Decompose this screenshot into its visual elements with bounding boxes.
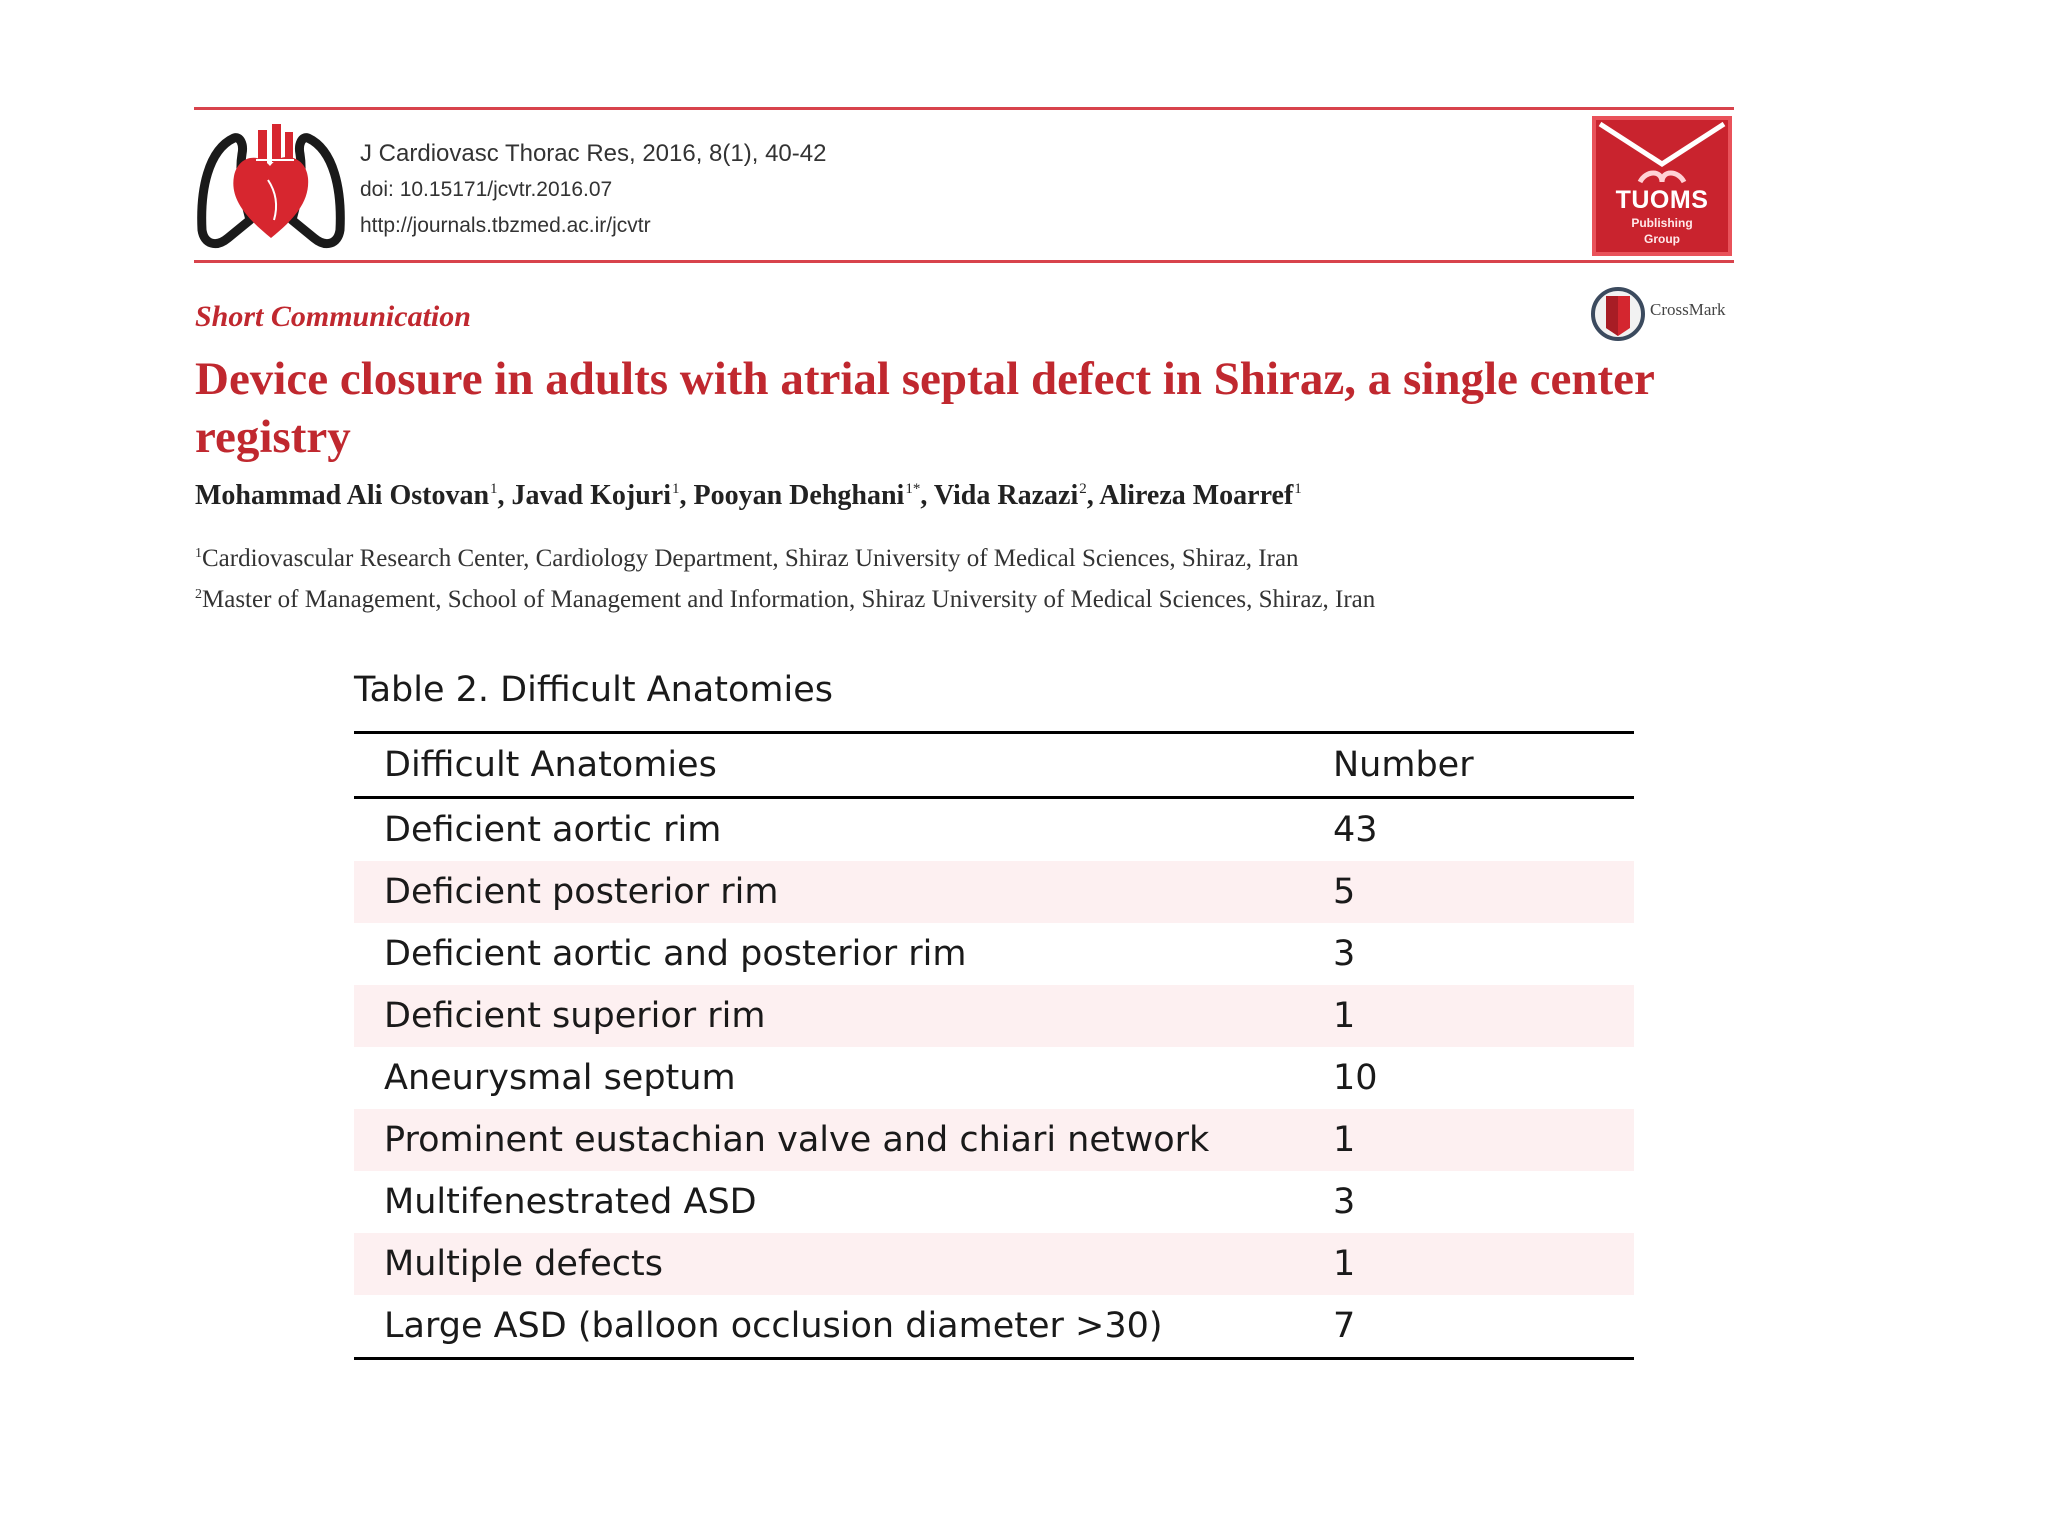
publisher-line2: Group bbox=[1644, 232, 1680, 246]
publisher-logo bbox=[1592, 116, 1732, 256]
journal-header bbox=[194, 107, 1734, 263]
table-cell-anatomy: Aneurysmal septum bbox=[384, 1058, 736, 1098]
journal-doi[interactable]: doi: 10.15171/jcvtr.2016.07 bbox=[360, 178, 613, 201]
author-affiliation-mark: 2 bbox=[1079, 481, 1087, 497]
affiliation bbox=[195, 577, 1375, 618]
table-cell-number: 3 bbox=[1333, 934, 1356, 974]
crossmark-label: CrossMark bbox=[1650, 300, 1726, 319]
journal-url[interactable]: http://journals.tbzmed.ac.ir/jcvtr bbox=[360, 214, 651, 237]
table-cell-anatomy: Deficient posterior rim bbox=[384, 872, 779, 912]
table-row bbox=[354, 798, 1634, 862]
author-affiliation-mark: 1* bbox=[905, 481, 921, 497]
table-cell-number: 10 bbox=[1333, 1058, 1378, 1098]
table-cell-number: 43 bbox=[1333, 810, 1378, 850]
author-name: Pooyan Dehghani bbox=[693, 480, 905, 511]
table-cell-anatomy: Deficient superior rim bbox=[384, 996, 766, 1036]
author-name: Vida Razazi bbox=[933, 480, 1079, 511]
crossmark-icon bbox=[1590, 286, 1646, 342]
journal-meta bbox=[360, 136, 826, 244]
table-row bbox=[354, 1295, 1634, 1359]
table-cell-anatomy: Multifenestrated ASD bbox=[384, 1182, 757, 1222]
article-title: Device closure in adults with atrial septal defect in Shiraz, a single center registry bbox=[195, 353, 1655, 463]
table-row bbox=[354, 1109, 1634, 1171]
affiliation-mark: 1 bbox=[195, 546, 202, 561]
author-name: Javad Kojuri bbox=[511, 480, 671, 511]
crossmark-badge[interactable] bbox=[1590, 286, 1740, 342]
affiliation-text: Master of Management, School of Management and Information, Shiraz University of Medical Sciences, Shiraz, Iran bbox=[202, 586, 1376, 613]
table-cell-anatomy: Multiple defects bbox=[384, 1244, 663, 1284]
author-affiliation-mark: 1 bbox=[672, 481, 680, 497]
table-row bbox=[354, 985, 1634, 1047]
publisher-line1: Publishing bbox=[1631, 216, 1693, 230]
table-header-anatomy: Difficult Anatomies bbox=[384, 745, 717, 785]
table-cell-number: 1 bbox=[1333, 1244, 1356, 1284]
author-name: Alireza Moarref bbox=[1099, 480, 1294, 511]
table-cell-number: 7 bbox=[1333, 1306, 1356, 1346]
table-cell-number: 1 bbox=[1333, 1120, 1356, 1160]
article-type: Short Communication bbox=[195, 300, 471, 333]
table-cell-number: 3 bbox=[1333, 1182, 1356, 1222]
affiliation-mark: 2 bbox=[195, 587, 202, 602]
affiliation-text: Cardiovascular Research Center, Cardiology Department, Shiraz University of Medical Sciences, Shiraz, Iran bbox=[202, 545, 1299, 572]
affiliation bbox=[195, 536, 1375, 577]
publisher-name: TUOMS bbox=[1615, 186, 1709, 214]
table-cell-number: 1 bbox=[1333, 996, 1356, 1036]
affiliation-list bbox=[195, 536, 1375, 618]
difficult-anatomies-table bbox=[354, 731, 1634, 1360]
table-header-row bbox=[354, 733, 1634, 798]
author-affiliation-mark: 1 bbox=[1294, 481, 1302, 497]
author-name: Mohammad Ali Ostovan bbox=[195, 480, 490, 511]
table-cell-anatomy: Deficient aortic and posterior rim bbox=[384, 934, 967, 974]
table-header-number: Number bbox=[1333, 745, 1474, 785]
table-row bbox=[354, 1171, 1634, 1233]
table-cell-anatomy: Large ASD (balloon occlusion diameter >30) bbox=[384, 1306, 1163, 1346]
heart-lungs-icon bbox=[196, 120, 346, 255]
journal-citation: J Cardiovasc Thorac Res, 2016, 8(1), 40-42 bbox=[360, 140, 827, 167]
table-row bbox=[354, 1047, 1634, 1109]
author-list: Mohammad Ali Ostovan$^1$, Javad Kojuri$^1$, Pooyan Dehghani$^{1*}$, Vida Razazi$^2$, Alireza Moarref$^1$ bbox=[195, 480, 1302, 511]
table-row bbox=[354, 923, 1634, 985]
table-row bbox=[354, 1233, 1634, 1295]
table-cell-anatomy: Deficient aortic rim bbox=[384, 810, 722, 850]
table-cell-number: 5 bbox=[1333, 872, 1356, 912]
table-cell-anatomy: Prominent eustachian valve and chiari network bbox=[384, 1120, 1210, 1160]
author-affiliation-mark: 1 bbox=[490, 481, 498, 497]
table-caption: Table 2. Difficult Anatomies bbox=[354, 670, 833, 710]
table-row bbox=[354, 861, 1634, 923]
